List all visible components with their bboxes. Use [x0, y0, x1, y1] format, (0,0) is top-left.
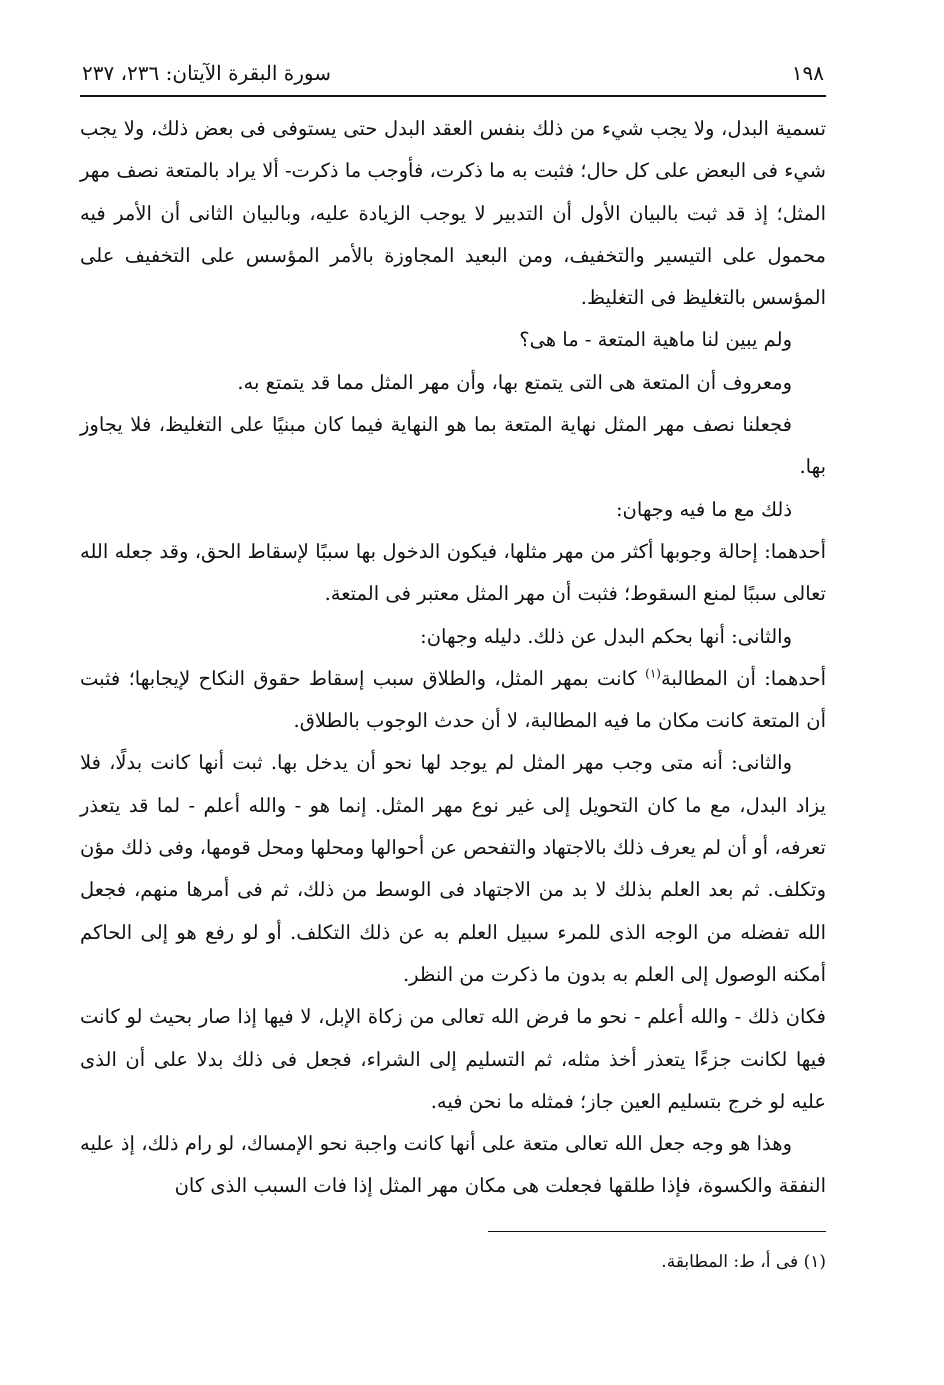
paragraph: ذلك مع ما فيه وجهان:: [615, 497, 792, 521]
paragraph: ولم يبين لنا ماهية المتعة - ما هى؟: [519, 328, 792, 352]
paragraph: [80, 658, 826, 743]
header-divider: [80, 95, 826, 97]
paragraph: تسمية البدل، ولا يجب شيء من ذلك بنفس العقد البدل حتى يستوفى فى بعض ذلك، ولا يجب شيء فى البعض على كل حال؛ فثبت به ما ذكرت، فأوجب ما ذكرت- ألا يراد بالمتعة نصف مهر المثل؛ إذ قد ثبت بالبيان الأول أن التدبير لا يوجب الزيادة عليه، وبالبيان الثانى أن الأمر فيه محمول على التيسير والتخفيف، ومن البعيد المجاوزة بالأمر المؤسس على التخفيف على المؤسس بالتغليظ فى التغليظ.: [80, 117, 826, 310]
running-header: [82, 56, 824, 90]
paragraph: فجعلنا نصف مهر المثل نهاية المتعة بما هو النهاية فيما كان مبنيًا على التغليظ، فلا يجاوز بها.: [80, 413, 826, 479]
paragraph-text: أحدهما: أن المطالبة: [660, 666, 826, 690]
paragraph-text: كانت بمهر المثل، والطلاق سبب إسقاط حقوق النكاح لإيجابها؛ فثبت أن المتعة كانت مكان ما فيه المطالبة، لا أن حدث الوجوب بالطلاق.: [80, 666, 826, 733]
surah-title: سورة البقرة الآيتان: ٢٣٦، ٢٣٧: [82, 61, 331, 85]
footnote-divider: [488, 1231, 826, 1232]
main-text: [80, 108, 826, 1208]
paragraph: ومعروف أن المتعة هى التى يتمتع بها، وأن مهر المثل مما قد يتمتع به.: [237, 370, 792, 394]
paragraph: أحدهما: إحالة وجوبها أكثر من مهر مثلها، فيكون الدخول بها سببًا لإسقاط الحق، وقد جعله الله تعالى سببًا لمنع السقوط؛ فثبت أن مهر المثل معتبر فى المتعة.: [80, 539, 826, 606]
page-number: ١٩٨: [791, 61, 824, 85]
footnote-text: فى أ، ط: المطابقة.: [661, 1252, 804, 1272]
paragraph: والثانى: أنه متى وجب مهر المثل لم يوجد لها نحو أن يدخل بها. ثبت أنها كانت بدلًا، فلا يزاد البدل، مع ما كان التحويل إلى غير نوع مهر المثل. إنما هو - والله أعلم - لما قد يتعذر تعرفه، أو أن لم يعرف ذلك بالاجتهاد والتفحص عن أحوالها ومحلها ومحل قومها، وفى ذلك مؤن وتكلف. ثم بعد العلم بذلك لا بد من الاجتهاد فى الوسط من ذلك، ثم فى أمرها منهم، فجعل الله تفضله من الوجه الذى للمرء سبيل العلم به عن ذلك التكلف. أو لو رفع هو إلى الحاكم أمكنه الوصول إلى العلم به بدون ما ذكرت من النظر.: [80, 751, 826, 986]
paragraph: وهذا هو وجه جعل الله تعالى متعة على أنها كانت واجبة نحو الإمساك، لو رام ذلك، إذ عليه النفقة والكسوة، فإذا طلقها فجعلت هى مكان مهر المثل إذا فات السبب الذى كان: [80, 1132, 826, 1198]
footnote-marker: (١): [803, 1252, 826, 1272]
footnote-reference[interactable]: (١): [645, 666, 661, 681]
paragraph: والثانى: أنها بحكم البدل عن ذلك. دليله وجهان:: [420, 624, 792, 648]
paragraph: فكان ذلك - والله أعلم - نحو ما فرض الله تعالى من زكاة الإبل، لا فيها إذا صار بحيث لو كانت فيها لكانت جزءًا يتعذر أخذ مثله، ثم التسليم إلى الشراء، فجعل فى ذلك بدلا على أن الذى عليه لو خرج بتسليم العين جاز؛ فمثله ما نحن فيه.: [80, 1005, 826, 1113]
footnote: [80, 1247, 826, 1277]
